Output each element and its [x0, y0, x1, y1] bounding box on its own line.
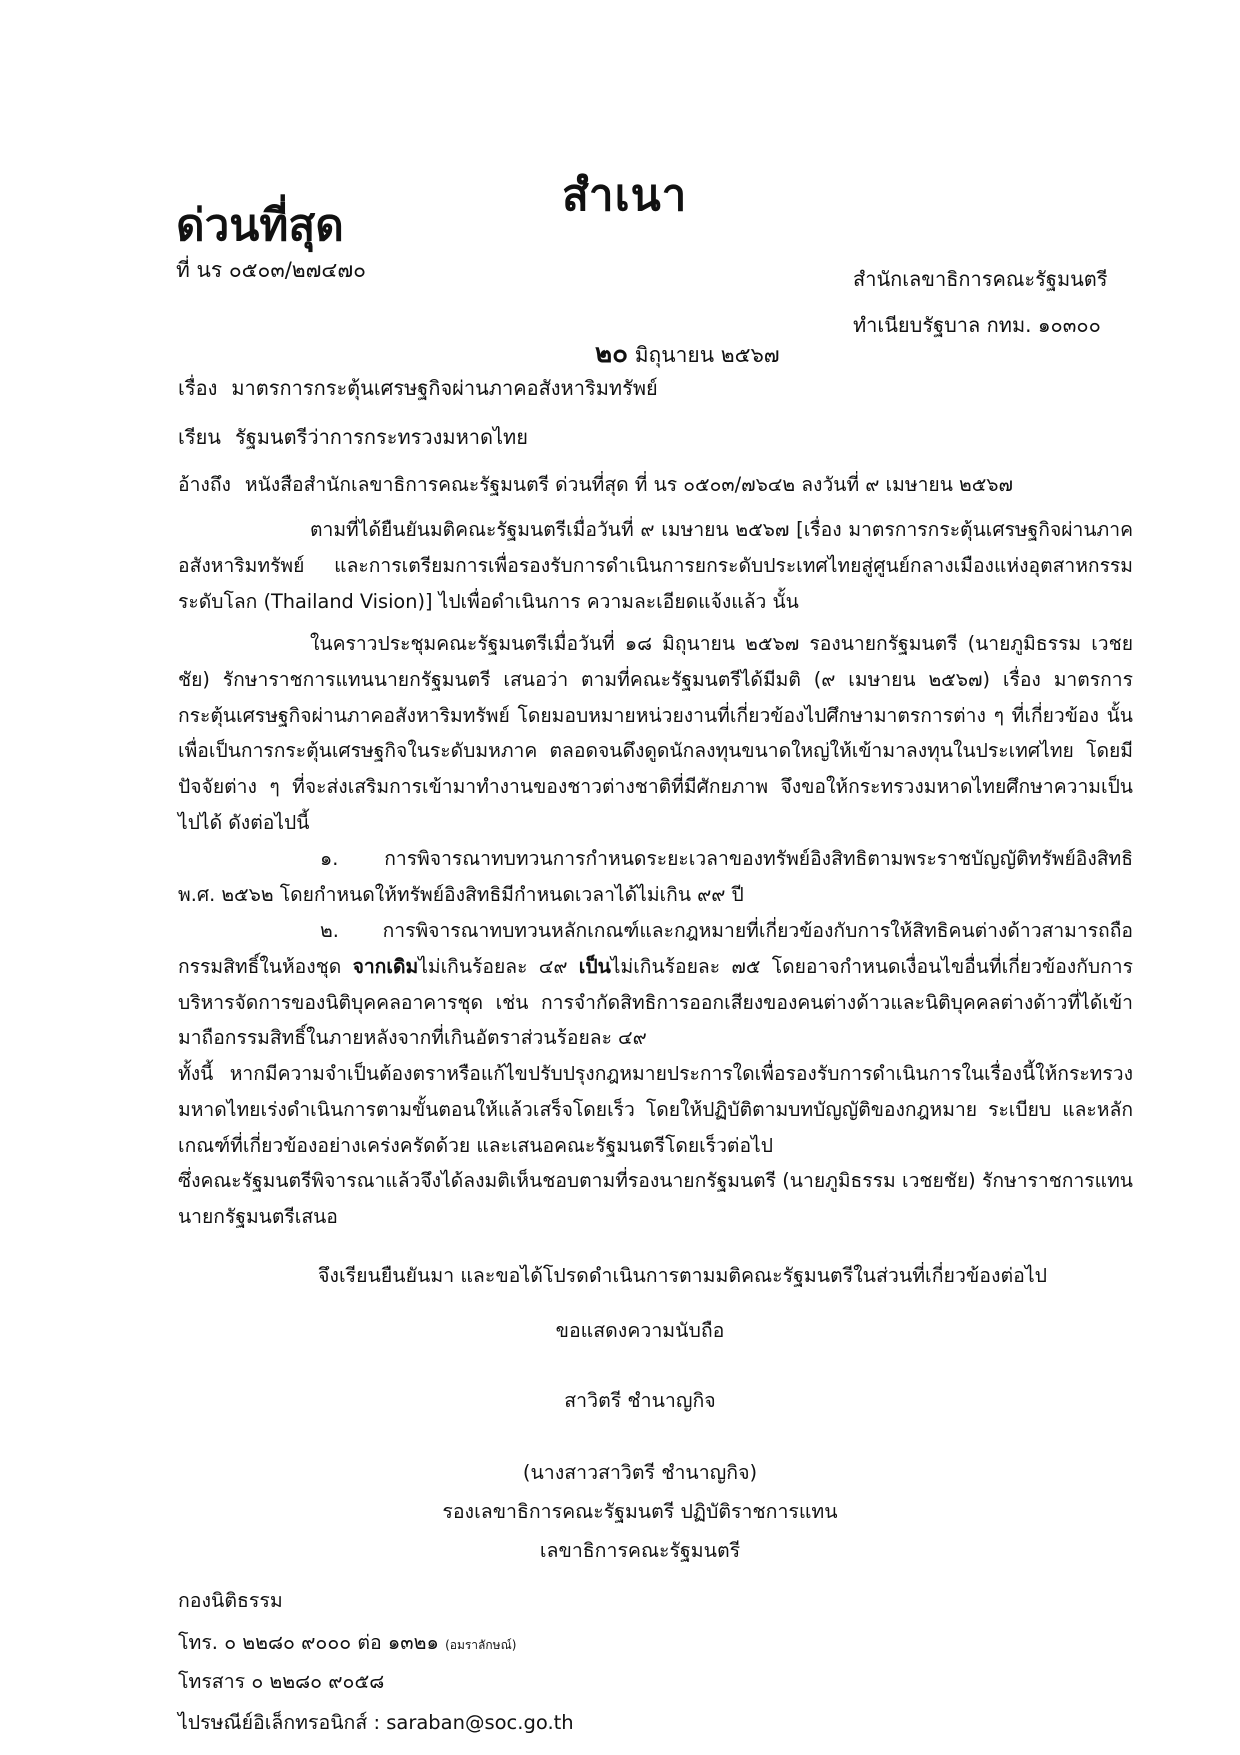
- document-date: [595, 333, 780, 374]
- paragraph-text: ตามที่ได้ยืนยันมติคณะรัฐมนตรีเมื่อวันที่ ๙ เมษายน ๒๕๖๗ [เรื่อง มาตรการกระตุ้นเศรษฐกิจผ่านภาคอสังหาริมทรัพย์ และการเตรียมการเพื่อรองรับการดำเนินการยกระดับประเทศไทยสู่ศูนย์กลางเมืองแห่งอุตสาหกรรมระดับโลก (Thailand Vision)] ไปเพื่อดำเนินการ ความละเอียดแจ้งแล้ว นั้น: [178, 518, 1133, 613]
- signer-position-2: เลขาธิการคณะรัฐมนตรี: [539, 1539, 741, 1562]
- item2-part-b: ไม่เกินร้อยละ ๔๙: [418, 954, 579, 978]
- item-text: ๑. การพิจารณาทบทวนการกำหนดระยะเวลาของทรัพย์อิงสิทธิตามพระราชบัญญัติทรัพย์อิงสิทธิ พ.ศ. ๒๕๖๒ โดยกำหนดให้ทรัพย์อิงสิทธิมีกำหนดเวลาได้ไม่เกิน ๙๙ ปี: [178, 847, 1133, 906]
- item2-part-a: ๒. การพิจารณาทบทวนหลักเกณฑ์และกฎหมายที่เกี่ยวข้องกับการให้สิทธิคนต่างด้าวสามารถถือกรรมสิทธิ์ในห้องชุด: [178, 919, 1133, 978]
- date-month-year: มิถุนายน ๒๕๖๗: [634, 343, 780, 367]
- office-name: สำนักเลขาธิการคณะรัฐมนตรี: [853, 267, 1108, 291]
- closing-statement: จึงเรียนยืนยันมา และขอได้โปรดดำเนินการตามมติคณะรัฐมนตรีในส่วนที่เกี่ยวข้องต่อไป: [318, 1264, 1048, 1287]
- reference-label: อ้างถึง: [178, 473, 231, 496]
- body-item-1: [178, 841, 1133, 913]
- reference-text: หนังสือสำนักเลขาธิการคณะรัฐมนตรี ด่วนที่สุด ที่ นร ๐๕๐๓/๗๖๔๒ ลงวันที่ ๙ เมษายน ๒๕๖๗: [244, 473, 1014, 496]
- item2-part-c: ไม่เกินร้อยละ ๗๕ โดยอาจกำหนดเงื่อนไขอื่นที่เกี่ยวข้องกับการบริหารจัดการของนิติบุคคลอาคารชุด เช่น การจำกัดสิทธิการออกเสียงของคนต่างด้าวและนิติบุคคลต่างด้าวที่ได้เข้ามาถือกรรมสิทธิ์ในภายหลังจากที่เกินอัตราส่วนร้อยละ ๔๙: [178, 954, 1133, 1050]
- body-paragraph-1: [178, 512, 1133, 619]
- paragraph-text: ซึ่งคณะรัฐมนตรีพิจารณาแล้วจึงได้ลงมติเห็นชอบตามที่รองนายกรัฐมนตรี (นายภูมิธรรม เวชยชัย) รักษาราชการแทนนายกรัฐมนตรีเสนอ: [178, 1169, 1133, 1228]
- subject-line: [178, 372, 658, 404]
- office-block: [853, 256, 1108, 348]
- footer-phone: [178, 1627, 516, 1658]
- subject-label: เรื่อง: [178, 376, 218, 400]
- footer-division: กองนิติธรรม: [178, 1589, 283, 1612]
- phone-number: โทร. ๐ ๒๒๘๐ ๙๐๐๐ ต่อ ๑๓๒๑: [178, 1631, 439, 1654]
- body-paragraph-3: [178, 1056, 1133, 1163]
- footer-email: ไปรษณีย์อิเล็กทรอนิกส์ : saraban@soc.go.th: [178, 1711, 574, 1734]
- footer-fax: โทรสาร ๐ ๒๒๘๐ ๙๐๕๘: [178, 1670, 385, 1693]
- regards: ขอแสดงความนับถือ: [555, 1319, 725, 1342]
- body-paragraph-4: [178, 1163, 1133, 1235]
- body-paragraph-2: [178, 626, 1133, 841]
- signer-name: (นางสาวสาวิตรี ชำนาญกิจ): [522, 1461, 758, 1484]
- reference-line: [178, 470, 1013, 500]
- date-day: ๒๐: [595, 339, 629, 369]
- item2-bold-to: เป็น: [578, 954, 611, 978]
- paragraph-text: ทั้งนี้ หากมีความจำเป็นต้องตราหรือแก้ไขปรับปรุงกฎหมายประการใดเพื่อรองรับการดำเนินการในเรื่องนี้ให้กระทรวงมหาดไทยเร่งดำเนินการตามขั้นตอนให้แล้วเสร็จโดยเร็ว โดยให้ปฏิบัติตามบทบัญญัติของกฎหมาย ระเบียบ และหลักเกณฑ์ที่เกี่ยวข้องอย่างเคร่งครัดด้วย และเสนอคณะรัฐมนตรีโดยเร็วต่อไป: [178, 1062, 1133, 1157]
- urgency-label: ด่วนที่สุด: [176, 200, 344, 251]
- signer-position-1: รองเลขาธิการคณะรัฐมนตรี ปฏิบัติราชการแทน: [442, 1500, 838, 1523]
- subject-text: มาตรการกระตุ้นเศรษฐกิจผ่านภาคอสังหาริมทรัพย์: [231, 376, 658, 400]
- office-address: ทำเนียบรัฐบาล กทม. ๑๐๓๐๐: [853, 313, 1101, 337]
- copy-mark: สำเนา: [562, 170, 688, 221]
- to-text: รัฐมนตรีว่าการกระทรวงมหาดไทย: [234, 425, 528, 449]
- to-line: [178, 421, 528, 453]
- document-number: ที่ นร ๐๕๐๓/๒๗๔๗๐: [176, 258, 366, 282]
- item2-bold-from: จากเดิม: [352, 954, 419, 978]
- phone-contact: (อมราลักษณ์): [445, 1638, 517, 1652]
- item-text: [178, 913, 1133, 1056]
- body-item-2: [178, 913, 1133, 1056]
- paragraph-text: ในคราวประชุมคณะรัฐมนตรีเมื่อวันที่ ๑๘ มิถุนายน ๒๕๖๗ รองนายกรัฐมนตรี (นายภูมิธรรม เวชยชัย) รักษาราชการแทนนายกรัฐมนตรี เสนอว่า ตามที่คณะรัฐมนตรีได้มีมติ (๙ เมษายน ๒๕๖๗) เรื่อง มาตรการกระตุ้นเศรษฐกิจผ่านภาคอสังหาริมทรัพย์ โดยมอบหมายหน่วยงานที่เกี่ยวข้องไปศึกษามาตรการต่าง ๆ ที่เกี่ยวข้อง นั้น เพื่อเป็นการกระตุ้นเศรษฐกิจในระดับมหภาค ตลอดจนดึงดูดนักลงทุนขนาดใหญ่ให้เข้ามาลงทุนในประเทศไทย โดยมีปัจจัยต่าง ๆ ที่จะส่งเสริมการเข้ามาทำงานของชาวต่างชาติที่มีศักยภาพ จึงขอให้กระทรวงมหาดไทยศึกษาความเป็นไปได้ ดังต่อไปนี้: [178, 632, 1133, 834]
- to-label: เรียน: [178, 425, 221, 449]
- signature: สาวิตรี ชำนาญกิจ: [564, 1389, 716, 1412]
